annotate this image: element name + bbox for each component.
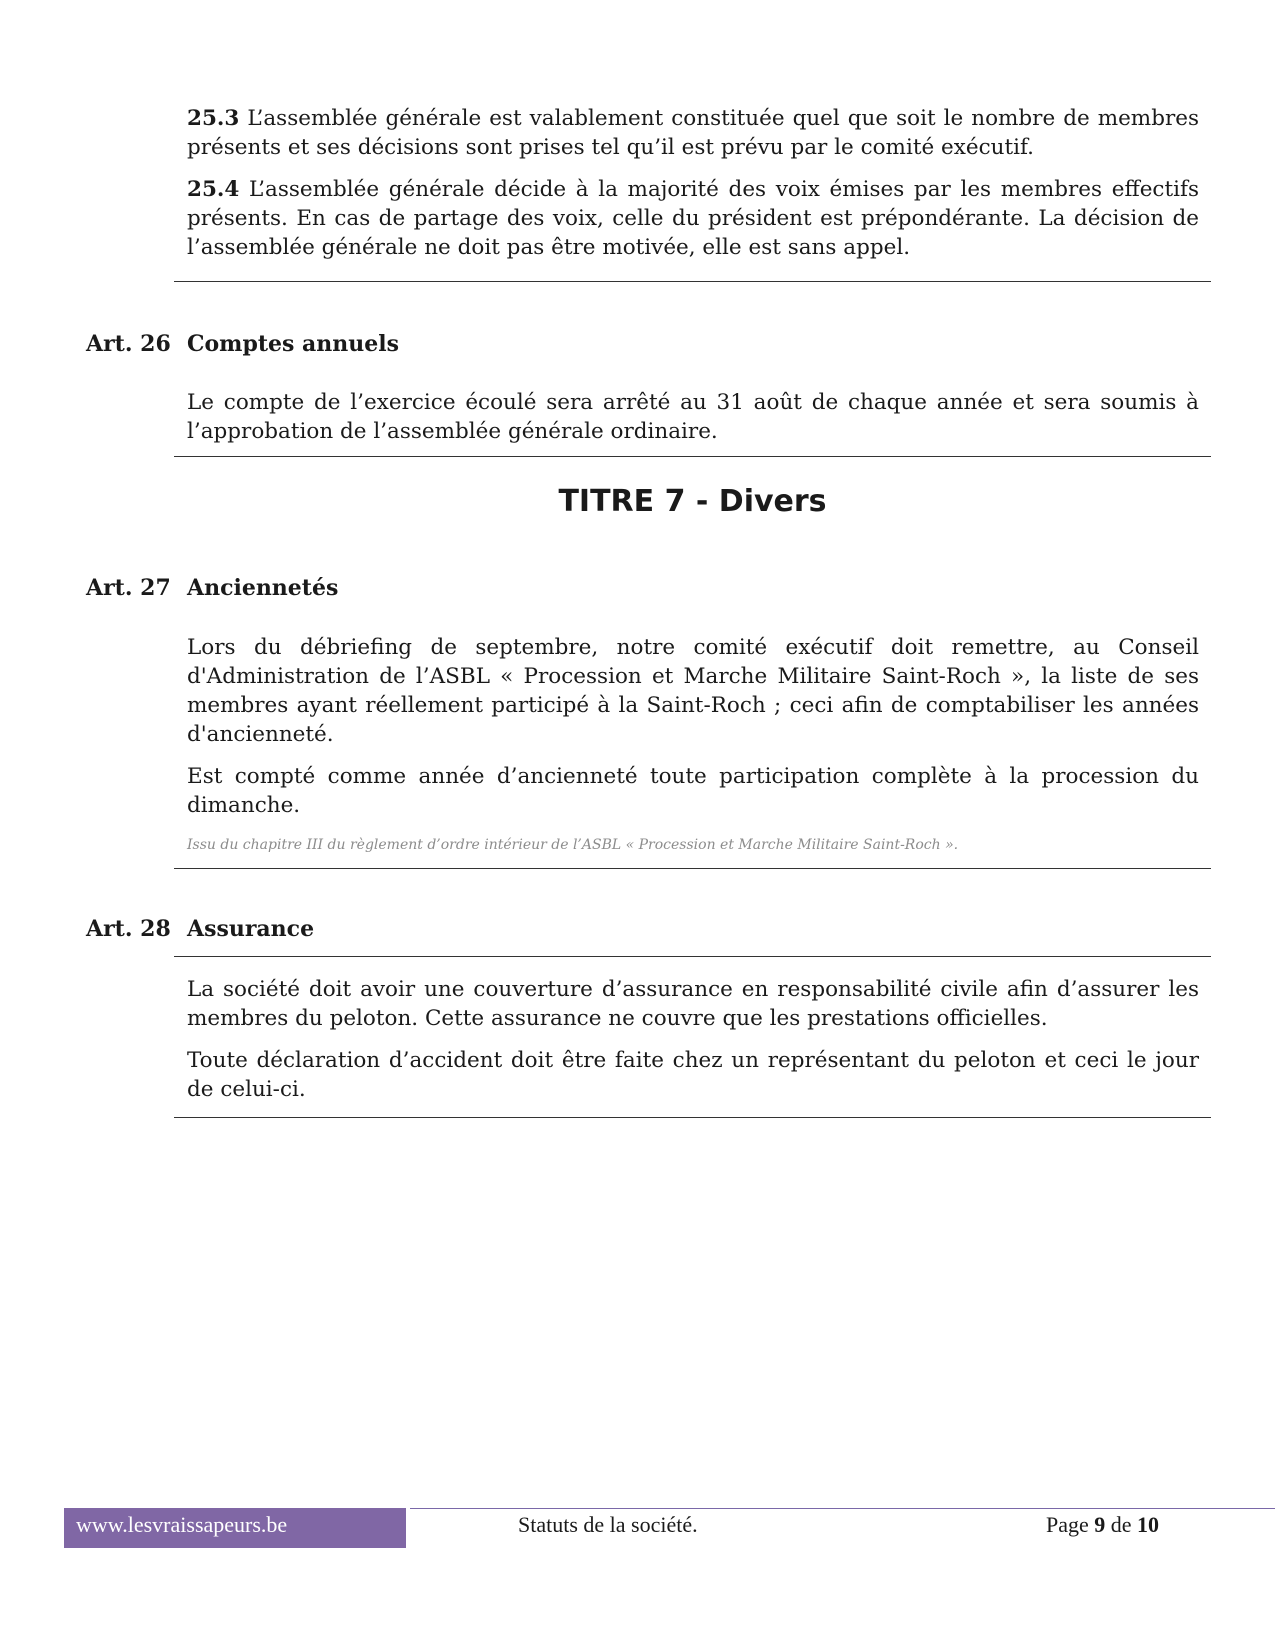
section-divider	[174, 1117, 1211, 1118]
paragraph-25-3	[187, 104, 1199, 162]
article-27-text-2: Est compté comme année d’ancienneté toute participation complète à la procession du dimanche.	[187, 764, 1199, 818]
footer-document-title: Statuts de la société.	[518, 1512, 698, 1537]
section-divider	[174, 281, 1211, 282]
page-label: Page	[1046, 1512, 1089, 1537]
article-27-number: Art. 27	[86, 575, 171, 601]
paragraph-text: L’assemblée générale décide à la majorité des voix émises par les membres effectifs présents. En cas de partage des voix, celle du président est prépondérante. La décision de l’assemblée générale ne doit pas être motivée, elle est sans appel.	[187, 177, 1199, 260]
page-current: 9	[1094, 1512, 1106, 1537]
article-28-text-1: La société doit avoir une couverture d’assurance en responsabilité civile afin d’assurer les membres du peloton. Cette assurance ne couvre que les prestations officielles.	[187, 977, 1199, 1031]
paragraph-text: L’assemblée générale est valablement constituée quel que soit le nombre de membres présents et ses décisions sont prises tel qu’il est prévu par le comité exécutif.	[187, 106, 1199, 160]
article-26-text: Le compte de l’exercice écoulé sera arrêté au 31 août de chaque année et sera soumis à l’approbation de l’assemblée générale ordinaire.	[187, 390, 1199, 444]
footer-rule	[410, 1508, 1275, 1509]
article-28-number: Art. 28	[86, 916, 171, 942]
article-27-source-note: Issu du chapitre III du règlement d’ordre intérieur de l’ASBL « Procession et Marche Militaire Saint-Roch ».	[187, 837, 959, 853]
article-28-title: Assurance	[187, 916, 315, 942]
paragraph-number: 25.4	[187, 177, 240, 202]
article-27-text-1: Lors du débriefing de septembre, notre comité exécutif doit remettre, au Conseil d'Administration de l’ASBL « Procession et Marche Militaire Saint-Roch », la liste de ses membres ayant réellement participé à la Saint-Roch ; ceci afin de comptabiliser les années d'ancienneté.	[187, 635, 1199, 747]
paragraph-25-4	[187, 175, 1199, 262]
article-28-text-2: Toute déclaration d’accident doit être faite chez un représentant du peloton et ceci le jour de celui-ci.	[187, 1048, 1199, 1102]
footer-page-number	[1046, 1511, 1159, 1539]
article-27-title: Anciennetés	[187, 575, 339, 601]
article-26-title: Comptes annuels	[187, 331, 400, 357]
section-divider	[174, 956, 1211, 957]
footer-website-link[interactable]: www.lesvraissapeurs.be	[64, 1508, 406, 1548]
page-total: 10	[1137, 1512, 1160, 1537]
page-of-label: de	[1110, 1512, 1132, 1537]
titre-7-heading: TITRE 7 - Divers	[558, 484, 827, 519]
article-26-number: Art. 26	[86, 331, 171, 357]
section-divider	[174, 868, 1211, 869]
paragraph-number: 25.3	[187, 106, 240, 131]
section-divider	[174, 456, 1211, 457]
